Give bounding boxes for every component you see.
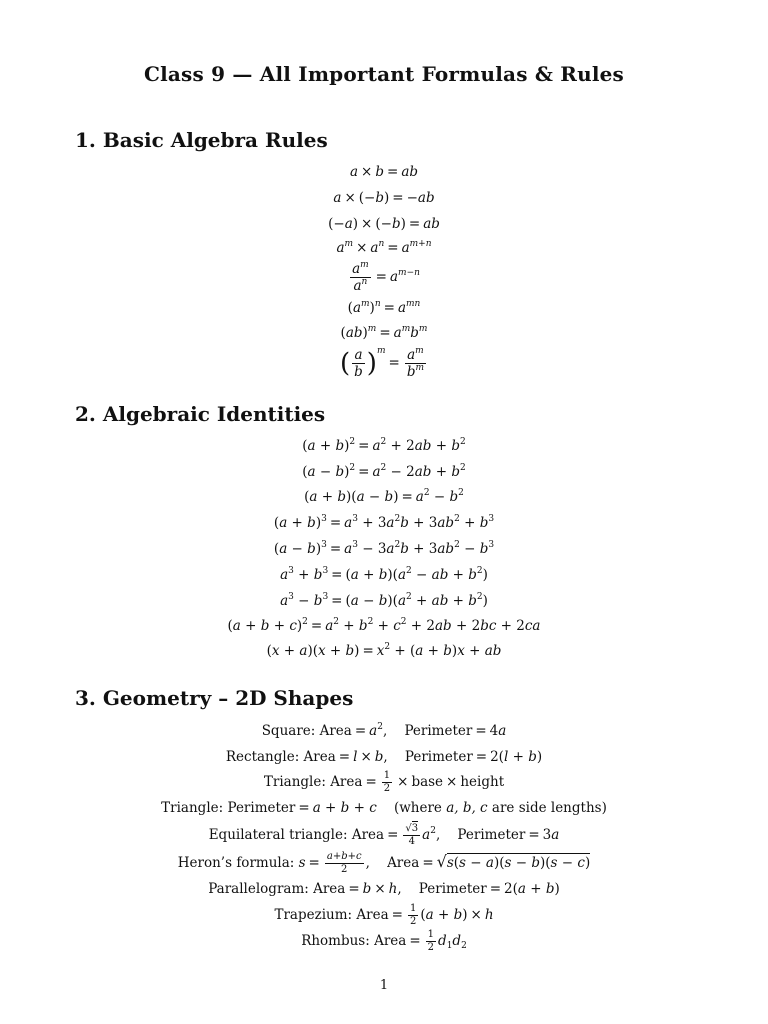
formula-line: $(a + b + c)^2 = a^2 + b^2 + c^2 + 2ab + 2bc + 2ca$ <box>227 617 541 634</box>
area-label: Area <box>330 774 363 790</box>
perimeter-label: Perimeter <box>227 800 296 816</box>
formula-line-heron: Heron’s formula: s = $\frac{a+b+c}{2}$ , Area = √s(s − a)(s − b)(s − c) <box>177 851 591 875</box>
formula-line: $a^m \times a^n = a^{m+n}$ <box>336 239 432 256</box>
formula-line-triangle-area: Triangle: Area = $\frac{1}{2}$ × base × height <box>263 770 505 794</box>
area-label: Area <box>313 881 346 897</box>
formula-line: ( $\frac{a}{b}$ )$^m$= $\frac{a^m}{b^m}$ <box>339 346 425 381</box>
label-equilateral: Equilateral triangle: <box>208 827 348 843</box>
formula-line: (−a) × (−b) = ab <box>328 216 440 232</box>
label-triangle: Triangle: <box>161 800 224 816</box>
label-trapezium: Trapezium: <box>274 907 353 923</box>
formula-line-trapezium: Trapezium: Area = $\frac{1}{2}$ (a + b) × h <box>274 903 494 927</box>
perimeter-label: Perimeter <box>404 723 473 739</box>
formula-line: $a^3 + b^3 = (a + b)(a^2$ − ab + $b^2$) <box>280 566 488 583</box>
formula-line-parallelogram: Parallelogram: Area = b × h, Perimeter = 2(a + b) <box>208 881 560 897</box>
section-heading-basic-algebra: 1. Basic Algebra Rules <box>75 128 328 152</box>
formula-line: $(ab)^m = a^mb^m$ <box>340 324 428 341</box>
label-rhombus: Rhombus: <box>301 933 370 949</box>
where-note-suffix: are side lengths) <box>491 800 607 816</box>
where-note-prefix: (where <box>393 800 442 816</box>
formula-line-square: Square: Area = $a^2$, Perimeter = 4a <box>261 722 507 739</box>
label-triangle: Triangle: <box>263 774 326 790</box>
area-label: Area <box>356 907 389 923</box>
formula-line-triangle-perimeter: Triangle: Perimeter = a + b + c (where a, b, c are side lengths) <box>161 800 607 816</box>
section-heading-geometry: 3. Geometry – 2D Shapes <box>75 686 354 710</box>
formula-line-equilateral: Equilateral triangle: Area = $\frac{√3}{4}$ $a^2$, Perimeter = 3a <box>208 823 560 847</box>
formula-line: $(x + a)(x + b) = x^2 + (a + b)x$ + ab <box>266 642 502 659</box>
height-label: height <box>460 774 505 790</box>
formula-line-rhombus: Rhombus: Area = $\frac{1}{2}$ $d_1d_2$ <box>301 929 467 953</box>
area-label: Area <box>319 723 352 739</box>
label-parallelogram: Parallelogram: <box>208 881 309 897</box>
section-heading-algebraic-identities: 2. Algebraic Identities <box>75 402 326 426</box>
formula-line: $(a + b)(a - b) = a^2 - b^2$ <box>304 488 464 505</box>
perimeter-label: Perimeter <box>404 749 473 765</box>
area-label: Area <box>374 933 407 949</box>
perimeter-label: Perimeter <box>418 881 487 897</box>
formula-line-rectangle: Rectangle: Area = l × b, Perimeter = 2(l + b) <box>225 749 543 765</box>
formula-line: $(a + b)^2 = a^2 + 2ab + b^2$ <box>302 437 466 454</box>
page-number: 1 <box>379 978 389 993</box>
formula-line: $a^3 - b^3 = (a - b)(a^2$ + ab + $b^2$) <box>280 592 488 609</box>
formula-line: a × (−b) = −ab <box>333 190 435 206</box>
area-label: Area <box>351 827 385 843</box>
page-title: Class 9 — All Important Formulas & Rules <box>143 62 625 86</box>
formula-line: a × b = ab <box>349 164 419 180</box>
formula-line: $(a - b)^3 = a^3 - 3a^2b + 3ab^2 - b^3$ <box>273 540 495 557</box>
area-label: Area <box>303 749 336 765</box>
perimeter-label: Perimeter <box>457 827 526 843</box>
formula-line: $\frac{a^m}{a^n}$ = $a^{m-n}$ <box>352 260 420 295</box>
label-rectangle: Rectangle: <box>225 749 300 765</box>
label-square: Square: <box>261 723 316 739</box>
base-label: base <box>411 774 444 790</box>
label-heron: Heron’s formula: <box>177 855 295 871</box>
area-label: Area <box>387 855 420 871</box>
formula-line: $(a + b)^3 = a^3 + 3a^2b + 3ab^2 + b^3$ <box>273 514 495 531</box>
formula-line: $(a^m)^n = a^{mn}$ <box>347 299 421 316</box>
formula-line: $(a - b)^2 = a^2 - 2ab + b^2$ <box>302 463 466 480</box>
